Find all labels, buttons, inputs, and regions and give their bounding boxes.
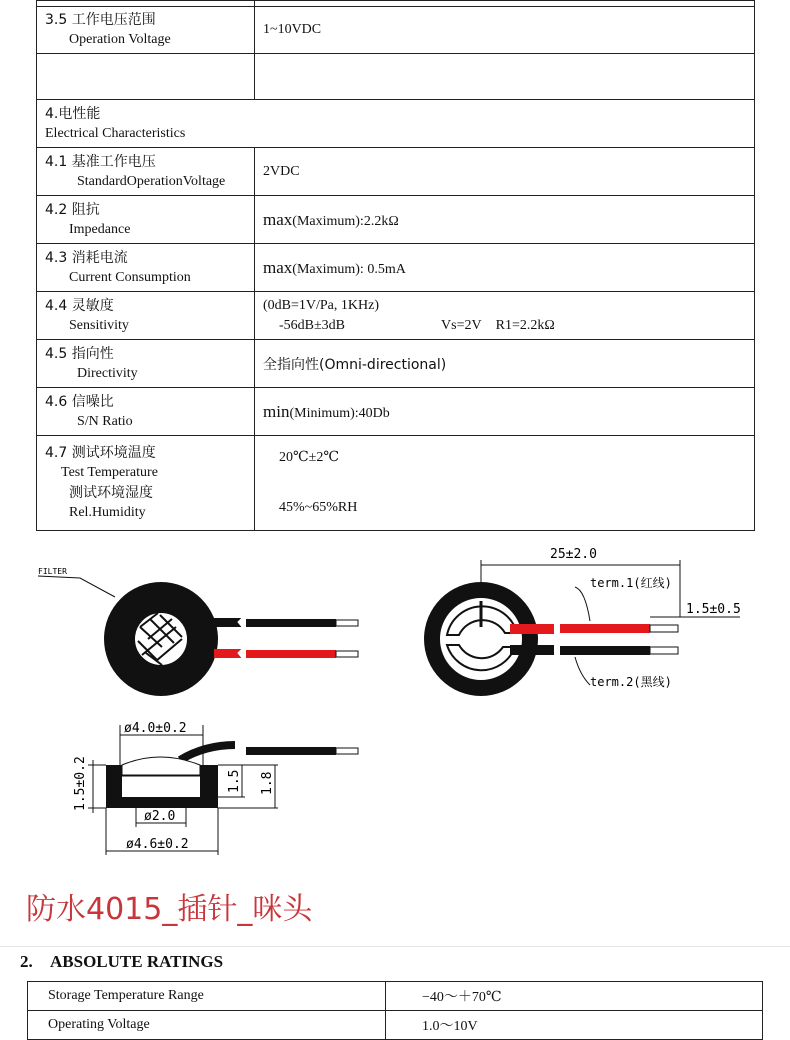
rating-value: −40～＋70℃ — [386, 982, 763, 1011]
spec-value: 1~10VDC — [255, 7, 755, 54]
rating-label: Operating Voltage — [28, 1011, 386, 1040]
dim-h1: 1.5 — [227, 769, 242, 793]
table-row: 4.5 指向性 Directivity 全指向性(Omni-directional) — [37, 340, 755, 388]
table-row — [37, 54, 755, 100]
dim-hole: ø2.0 — [144, 809, 176, 824]
term2-label: term.2(黑线) — [590, 675, 672, 689]
table-row: 3.5 工作电压范围 Operation Voltage 1~10VDC — [37, 7, 755, 54]
dim-height-left: 1.5±0.2 — [73, 756, 88, 811]
spec-value: max(Maximum): 0.5mA — [255, 244, 755, 292]
spec-value: 20℃±2℃ 45%~65%RH — [255, 436, 755, 531]
table-row — [28, 982, 763, 1011]
product-title: 防水4015_插针_咪头 — [26, 892, 313, 927]
spec-value: (0dB=1V/Pa, 1KHz) -56dB±3dB Vs=2V R1=2.2kΩ — [255, 292, 755, 340]
spec-value: 2VDC — [255, 148, 755, 196]
table-row: 4.4 灵敏度 Sensitivity (0dB=1V/Pa, 1KHz) -56dB±3dB Vs=2V R1=2.2kΩ — [37, 292, 755, 340]
filter-label: FILTER — [38, 567, 67, 576]
spec-value: min(Minimum):40Db — [255, 388, 755, 436]
table-row — [28, 1011, 763, 1040]
rating-value: 1.0～10V — [386, 1011, 763, 1040]
dim-width: 25±2.0 — [550, 547, 597, 562]
spec-value: 全指向性(Omni-directional) — [255, 340, 755, 388]
mic-drawing — [0, 535, 790, 865]
table-row: 4.电性能 Electrical Characteristics — [37, 100, 755, 148]
ratings-table — [27, 981, 763, 1040]
section-title: 2. ABSOLUTE RATINGS — [20, 952, 224, 971]
dim-inner: ø4.0±0.2 — [124, 721, 187, 736]
spec-table — [36, 0, 755, 531]
table-row: 4.6 信噪比 S/N Ratio min(Minimum):40Db — [37, 388, 755, 436]
term1-label: term.1(红线) — [590, 576, 672, 590]
dim-pitch: 1.5±0.5 — [686, 602, 741, 617]
black-wire — [246, 619, 336, 627]
rating-label: Storage Temperature Range — [28, 982, 386, 1011]
dim-h2: 1.8 — [260, 771, 275, 795]
table-row: 4.3 消耗电流 Current Consumption max(Maximum): 0.5mA — [37, 244, 755, 292]
table-row: 4.1 基准工作电压 StandardOperationVoltage 2VDC — [37, 148, 755, 196]
divider — [0, 946, 790, 947]
spec-value: max(Maximum):2.2kΩ — [255, 196, 755, 244]
table-row: 4.7 测试环境温度 Test Temperature 测试环境湿度 Rel.Humidity 20℃±2℃ 45%~65%RH — [37, 436, 755, 531]
table-row: 4.2 阻抗 Impedance max(Maximum):2.2kΩ — [37, 196, 755, 244]
dim-outer: ø4.6±0.2 — [126, 837, 189, 852]
section-heading: 4.电性能 — [45, 105, 101, 122]
